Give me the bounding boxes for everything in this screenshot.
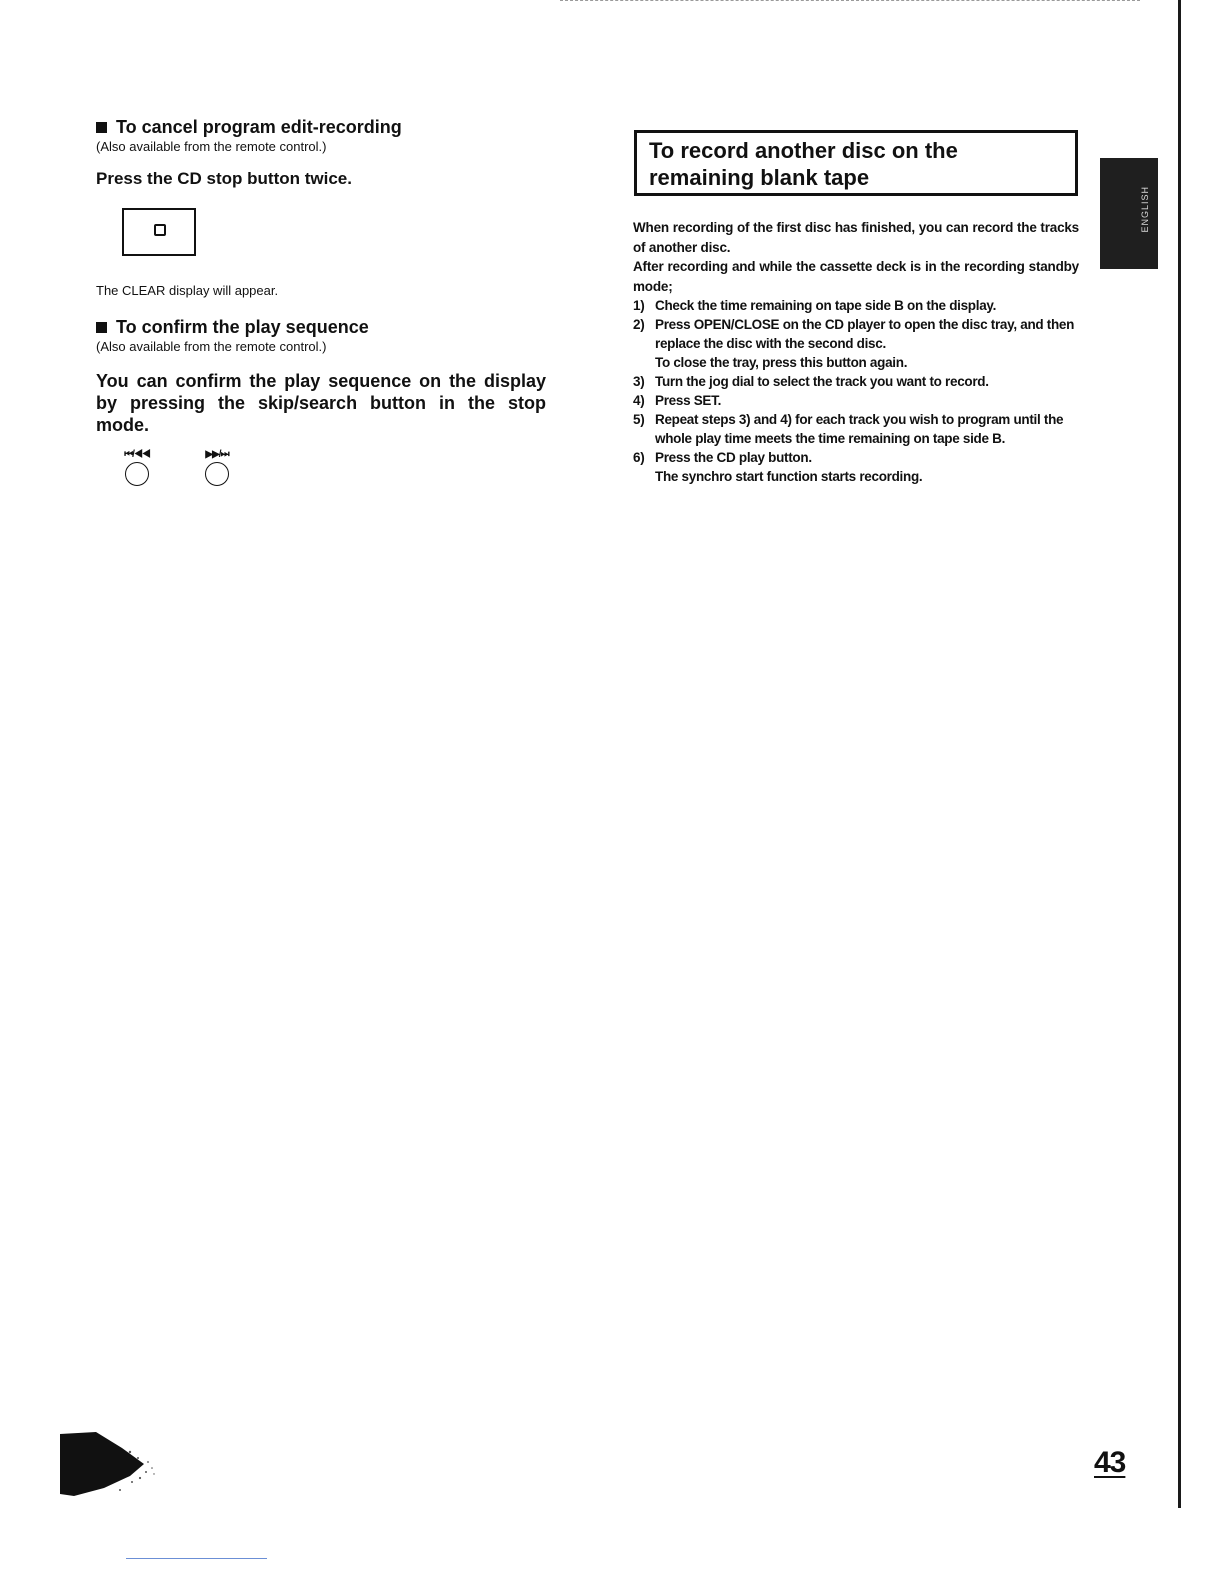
skip-back-circle [125,462,149,486]
step-main-text: Check the time remaining on tape side B on the display. [655,298,997,313]
step-text [655,315,1079,372]
cancel-remote-note: (Also available from the remote control.) [96,139,327,154]
left-column [96,116,546,486]
step-text [655,391,1079,410]
confirm-heading-text: To confirm the play sequence [116,317,369,337]
step-main-text: Repeat steps 3) and 4) for each track you wish to program until the whole play time meets the time remaining on tape side B. [655,412,1064,446]
corner-arrow-mark-icon [60,1430,160,1500]
step-text [655,372,1079,391]
steps-list [633,296,1079,486]
language-tab [1100,158,1158,269]
step-text [655,448,1079,486]
bottom-rule [126,1558,267,1559]
language-tab-label: ENGLISH [1140,186,1150,233]
list-item [633,296,1079,315]
confirm-heading [96,316,546,338]
confirm-instruction: You can confirm the play sequence on the display by pressing the skip/search button in the stop mode. [96,371,546,435]
section-title-box [634,130,1078,196]
step-number: 3) [633,374,645,389]
right-margin-rule [1178,0,1181,1508]
stop-icon [154,224,166,236]
cancel-heading-text: To cancel program edit-recording [116,117,402,137]
step-number: 6) [633,450,645,465]
list-item [633,391,1079,410]
confirm-remote-note: (Also available from the remote control.) [96,339,327,354]
step-main-text: Turn the jog dial to select the track you want to record. [655,374,989,389]
list-item [633,315,1079,372]
skip-forward-button [200,450,234,486]
list-item [633,372,1079,391]
skip-back-button [120,450,154,486]
step-number: 4) [633,393,645,408]
section-title: To record another disc on the remaining blank tape [649,138,958,190]
skip-forward-icon: ▶▶/⏭ [205,449,229,460]
cd-stop-button-illustration [122,208,196,256]
step-number: 2) [633,317,645,332]
step-sub-text: To close the tray, press this button again. [655,355,908,370]
step-main-text: Press SET. [655,393,722,408]
right-body [633,218,1079,486]
list-item [633,410,1079,448]
step-text [655,296,1079,315]
square-bullet-icon [96,322,107,333]
step-sub-text: The synchro start function starts recording. [655,469,923,484]
skip-forward-circle [205,462,229,486]
skip-buttons-illustration [120,450,546,486]
list-item [633,448,1079,486]
step-text [655,410,1079,448]
top-rule [560,0,1140,3]
square-bullet-icon [96,122,107,133]
skip-back-icon: ⏮/◀◀ [124,449,150,460]
intro-paragraph-2: After recording and while the cassette deck is in the recording standby mode; [633,259,1079,294]
clear-display-note: The CLEAR display will appear. [96,283,279,298]
step-main-text: Press the CD play button. [655,450,812,465]
cancel-instruction: Press the CD stop button twice. [96,169,352,188]
page-number: 43 [1094,1446,1126,1479]
step-number: 1) [633,298,645,313]
step-number: 5) [633,412,645,427]
intro-paragraph: When recording of the first disc has finished, you can record the tracks of another disc. [633,220,1079,255]
step-main-text: Press OPEN/CLOSE on the CD player to open the disc tray, and then replace the disc with the second disc. [655,317,1075,351]
cancel-heading [96,116,546,138]
